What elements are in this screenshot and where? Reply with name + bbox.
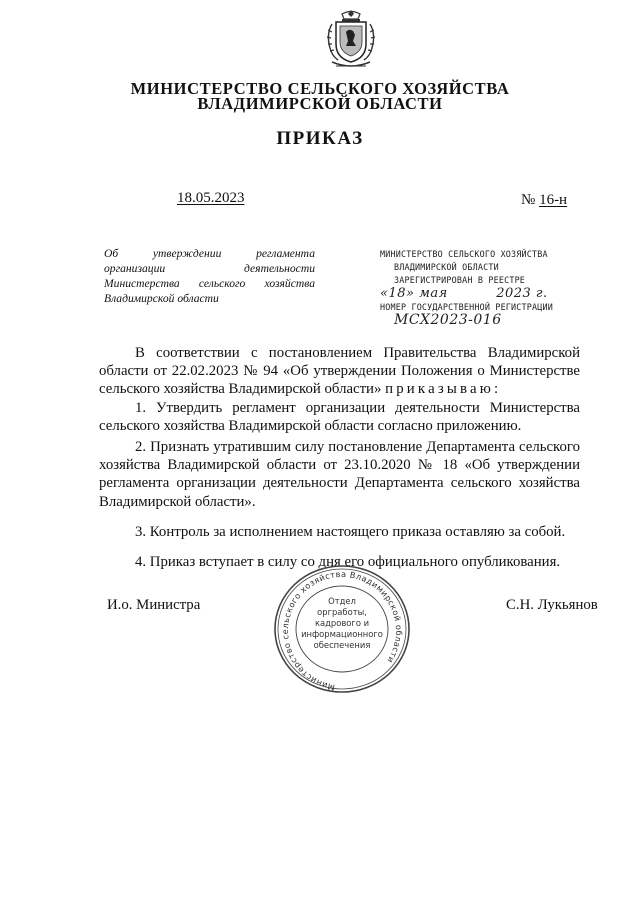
order-item-2: 2. Признать утратившим силу постановление Департамента сельского хозяйства Владимирской области от 23.10.2020 № 18 «Об утверждении регламента организации деятельности Департамента сельского хозяйства Владимирской области».: [99, 439, 580, 510]
order-body: [99, 344, 580, 571]
registration-stamp: [380, 248, 570, 327]
regstamp-date-line: [380, 287, 570, 301]
official-seal: [272, 563, 412, 695]
seal-center-line: оргработы,: [317, 607, 367, 617]
order-subject: [104, 246, 315, 306]
order-preamble: [99, 344, 580, 399]
registration-number: МСХ2023-016: [394, 312, 502, 328]
order-date: 18.05.2023: [177, 190, 245, 206]
order-number: [521, 192, 567, 209]
order-item-4: 4. Приказ вступает в силу со дня его официального опубликования.: [135, 554, 561, 571]
subject-line: Владимирской области: [104, 292, 219, 305]
signatory-position: И.о. Министра: [107, 597, 201, 613]
regstamp-line: НОМЕР ГОСУДАРСТВЕННОЙ РЕГИСТРАЦИИ: [380, 302, 553, 312]
order-item-3: 3. Контроль за исполнением настоящего приказа оставляю за собой.: [135, 523, 566, 540]
ministry-name-line2: ВЛАДИМИРСКОЙ ОБЛАСТИ: [197, 94, 443, 113]
regstamp-line: ЗАРЕГИСТРИРОВАН В РЕЕСТРЕ: [394, 275, 526, 285]
coat-of-arms-icon: [322, 8, 380, 70]
seal-center-line: Отдел: [328, 596, 356, 606]
seal-center-line: информационного: [301, 629, 383, 639]
ministry-name-line1: МИНИСТЕРСТВО СЕЛЬСКОГО ХОЗЯЙСТВА: [130, 79, 510, 98]
order-item-1: 1. Утвердить регламент организации деятельности Министерства сельского хозяйства Владимирской области согласно приложению.: [99, 399, 580, 434]
document-type-title: ПРИКАЗ: [276, 128, 364, 149]
regstamp-year: 2023 г.: [496, 286, 548, 301]
regstamp-day: «18» мая: [380, 286, 448, 301]
seal-center-line: кадрового и: [314, 618, 370, 628]
preamble-text: В соответствии с постановлением Правительства Владимирской области от 22.02.2023 № 94 «Об утверждении Положения о Министерстве сельского хозяйства Владимирской области»: [99, 345, 580, 398]
regstamp-line: ВЛАДИМИРСКОЙ ОБЛАСТИ: [394, 262, 499, 272]
seal-center-line: обеспечения: [313, 640, 371, 650]
seal-ring-text: Министерство сельского хозяйства Владимирской области: [279, 568, 405, 693]
signatory-name: С.Н. Лукьянов: [506, 597, 598, 613]
subject-line: Министерства сельского хозяйства: [104, 277, 315, 290]
order-number-value: 16-н: [539, 192, 568, 208]
subject-line: организации деятельности: [104, 262, 315, 275]
regstamp-line: МИНИСТЕРСТВО СЕЛЬСКОГО ХОЗЯЙСТВА: [380, 249, 548, 259]
number-sign: №: [521, 192, 536, 208]
order-word: приказываю:: [385, 381, 502, 398]
subject-line: Об утверждении регламента: [104, 247, 315, 260]
